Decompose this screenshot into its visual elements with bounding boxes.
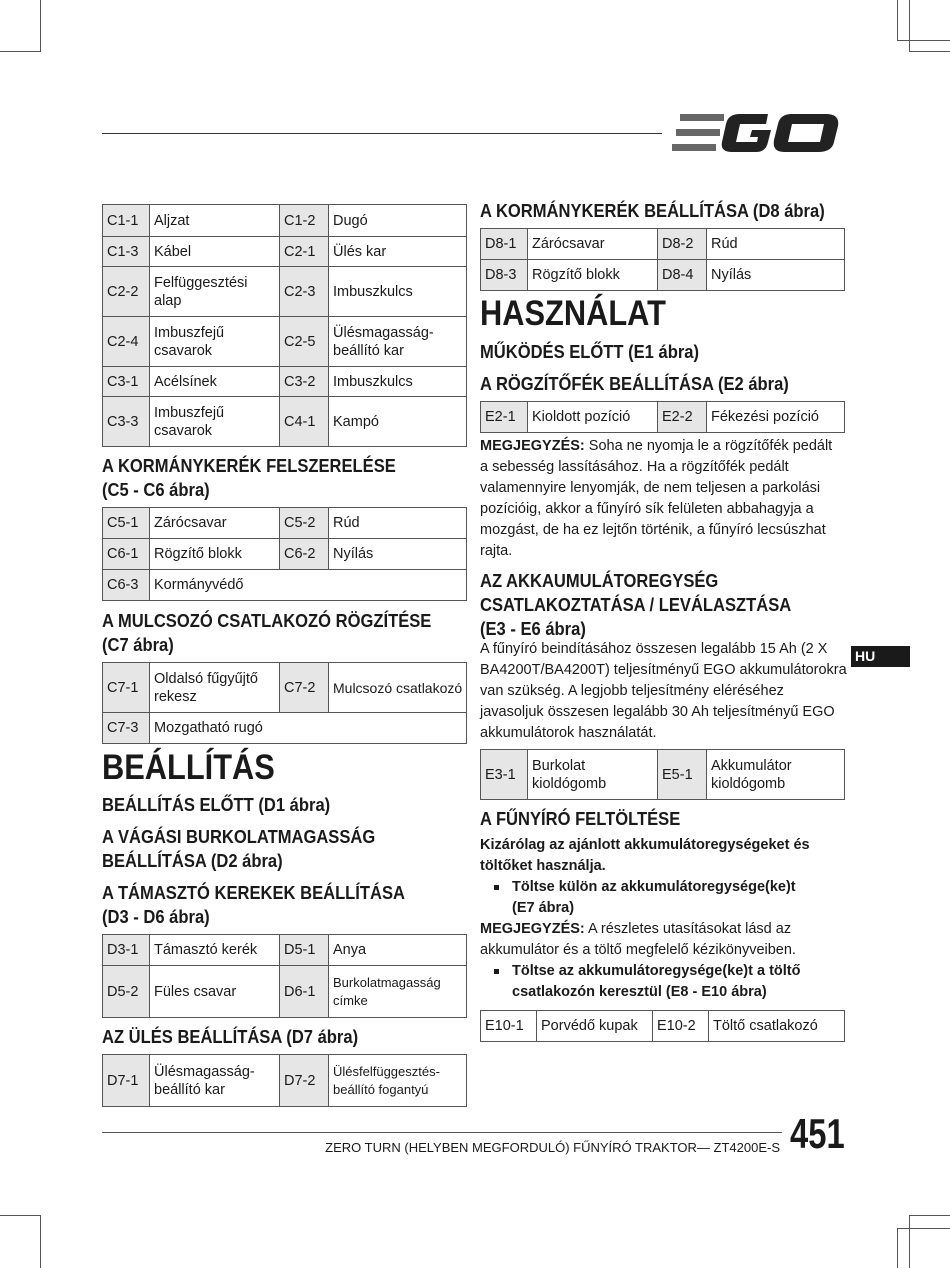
list-item: [480, 961, 850, 1003]
part-code: C6-3: [103, 570, 150, 601]
text-line: Töltse az akkumulátoregysége(ke)t a töltő: [512, 963, 801, 979]
part-name: Kábel: [150, 237, 280, 267]
section-heading: BEÁLLÍTÁSA (D2 ábra): [102, 851, 283, 871]
section-heading: (E3 - E6 ábra): [480, 619, 586, 639]
table-row: [103, 713, 467, 744]
part-name: Kampó: [329, 397, 467, 447]
parts-table-c5: [102, 507, 467, 601]
part-name: Imbuszfejű csavarok: [150, 317, 280, 367]
table-row: [103, 508, 467, 539]
part-code: E3-1: [481, 750, 528, 800]
note-label: MEGJEGYZÉS:: [480, 438, 585, 454]
note-line: akkumulátor és a töltő megfelelő kézikönyveiben.: [480, 942, 796, 958]
part-code: C2-3: [280, 267, 329, 317]
parts-table-e3: [480, 749, 845, 800]
text-line: akkumulátorok használatát.: [480, 725, 657, 741]
part-name: Imbuszkulcs: [329, 267, 467, 317]
parts-table-d3: [102, 934, 467, 1018]
section-heading: (C5 - C6 ábra): [102, 480, 210, 500]
part-name: Akkumulátor kioldógomb: [707, 750, 845, 800]
section-heading: (D3 - D6 ábra): [102, 907, 210, 927]
table-row: [103, 966, 467, 1018]
part-name: Fékezési pozíció: [707, 402, 845, 433]
part-code: C3-2: [280, 367, 329, 397]
part-name: Porvédő kupak: [537, 1011, 653, 1042]
part-code: C3-3: [103, 397, 150, 447]
part-code: C6-1: [103, 539, 150, 570]
text-line: töltőket használja.: [480, 858, 606, 874]
section-heading: A FŰNYÍRÓ FELTÖLTÉSE: [480, 809, 681, 829]
brake-note: [480, 436, 844, 562]
table-row: [481, 402, 845, 433]
table-row: [103, 663, 467, 713]
table-row: [103, 397, 467, 447]
table-row: [103, 205, 467, 237]
part-name: Burkolat kioldógomb: [528, 750, 658, 800]
part-code: C1-3: [103, 237, 150, 267]
part-code: D5-1: [280, 935, 329, 966]
note-line: rajta.: [480, 543, 513, 559]
part-code: C2-5: [280, 317, 329, 367]
part-code: D5-2: [103, 966, 150, 1018]
part-code: D8-2: [658, 229, 707, 260]
part-code: D8-1: [481, 229, 528, 260]
note-line: [480, 436, 844, 457]
charge-instructions: [480, 835, 850, 1003]
parts-table-e10: [480, 1010, 845, 1042]
part-code: C5-2: [280, 508, 329, 539]
part-code: E10-1: [481, 1011, 537, 1042]
table-row: [103, 267, 467, 317]
table-row: [481, 260, 845, 291]
part-code: C1-1: [103, 205, 150, 237]
part-name: Rögzítő blokk: [150, 539, 280, 570]
table-row: [103, 317, 467, 367]
text-line: csatlakozón keresztül (E8 - E10 ábra): [512, 984, 767, 1000]
part-code: E2-1: [481, 402, 528, 433]
part-name: Támasztó kerék: [150, 935, 280, 966]
part-name: Ülésmagasság-beállító kar: [150, 1055, 280, 1107]
page-number: 451: [790, 1110, 845, 1157]
battery-text: [480, 639, 850, 744]
chapter-title: HASZNÁLAT: [480, 294, 666, 333]
part-code: C4-1: [280, 397, 329, 447]
part-name: Rúd: [707, 229, 845, 260]
crop-mark: [909, 1215, 910, 1268]
part-code: E10-2: [653, 1011, 709, 1042]
language-tab: HU: [851, 646, 910, 667]
note-line: [480, 919, 850, 940]
part-name: Kormányvédő: [150, 570, 467, 601]
note-text: A részletes utasításokat lásd az: [584, 921, 792, 937]
list-item: [480, 877, 850, 919]
part-name: Nyílás: [329, 539, 467, 570]
part-code: C7-3: [103, 713, 150, 744]
section-heading: AZ ÜLÉS BEÁLLÍTÁSA (D7 ábra): [102, 1027, 359, 1047]
part-code: E5-1: [658, 750, 707, 800]
note-line: a sebesség lassításához. Ha a rögzítőfék pedált: [480, 459, 789, 475]
parts-table-e2: [480, 401, 845, 433]
part-name: Imbuszkulcs: [329, 367, 467, 397]
crop-mark: [0, 51, 40, 52]
part-code: D8-4: [658, 260, 707, 291]
section-heading: A VÁGÁSI BURKOLATMAGASSÁG: [102, 827, 376, 847]
crop-mark: [897, 40, 950, 41]
text-line: javasoljuk összesen legalább 30 Ah teljesítményű EGO: [480, 704, 835, 720]
part-code: C7-2: [280, 663, 329, 713]
crop-mark: [40, 0, 41, 52]
section-heading: A KORMÁNYKERÉK BEÁLLÍTÁSA (D8 ábra): [480, 201, 825, 221]
chapter-title: BEÁLLÍTÁS: [102, 748, 275, 787]
part-code: C1-2: [280, 205, 329, 237]
crop-mark: [897, 0, 898, 40]
part-name: Mozgatható rugó: [150, 713, 467, 744]
part-name: Burkolatmagasság címke: [329, 966, 467, 1018]
part-name: Oldalsó fűgyűjtő rekesz: [150, 663, 280, 713]
note-line: pozícióig, akkor a fűnyíró sík felületen abbahagyja a: [480, 501, 814, 517]
part-code: D8-3: [481, 260, 528, 291]
crop-mark: [909, 51, 950, 52]
part-code: C2-4: [103, 317, 150, 367]
parts-table-c1: [102, 204, 467, 447]
table-row: [103, 1055, 467, 1107]
part-code: D6-1: [280, 966, 329, 1018]
part-name: Rögzítő blokk: [528, 260, 658, 291]
text-line: Kizárólag az ajánlott akkumulátoregységeket és: [480, 837, 810, 853]
table-row: [103, 570, 467, 601]
section-heading: AZ AKKAUMULÁTOREGYSÉG: [480, 571, 719, 591]
note-text: Soha ne nyomja le a rögzítőfék pedált: [584, 438, 833, 454]
part-code: C6-2: [280, 539, 329, 570]
ego-logo: [672, 112, 844, 154]
text-line: van szükség. A legjobb teljesítmény eléréséhez: [480, 683, 784, 699]
part-name: Dugó: [329, 205, 467, 237]
part-code: D3-1: [103, 935, 150, 966]
section-heading: A TÁMASZTÓ KEREKEK BEÁLLÍTÁSA: [102, 883, 405, 903]
table-row: [481, 1011, 845, 1042]
footer-title: ZERO TURN (HELYBEN MEGFORDULÓ) FŰNYÍRÓ TRAKTOR— ZT4200E-S: [325, 1140, 780, 1155]
crop-mark: [40, 1215, 41, 1268]
table-row: [103, 935, 467, 966]
text-line: Töltse külön az akkumulátoregysége(ke)t: [512, 879, 796, 895]
section-heading: BEÁLLÍTÁS ELŐTT (D1 ábra): [102, 795, 331, 815]
crop-mark: [897, 1228, 950, 1229]
footer-rule: [102, 1132, 782, 1133]
table-row: [103, 367, 467, 397]
part-name: Ülésmagasság-beállító kar: [329, 317, 467, 367]
part-code: D7-2: [280, 1055, 329, 1107]
text-line: BA4200T/BA4200T) teljesítményű EGO akkumulátorokra: [480, 662, 847, 678]
parts-table-d8: [480, 228, 845, 291]
header-rule: [102, 133, 662, 134]
note-line: mozgást, de ha ez lejtőn történik, a fűnyíró lecsúszhat: [480, 522, 826, 538]
section-heading: (C7 ábra): [102, 635, 174, 655]
section-heading: CSATLAKOZTATÁSA / LEVÁLASZTÁSA: [480, 595, 792, 615]
parts-table-c7: [102, 662, 467, 744]
part-name: Nyílás: [707, 260, 845, 291]
part-name: Füles csavar: [150, 966, 280, 1018]
part-code: C2-1: [280, 237, 329, 267]
part-code: C5-1: [103, 508, 150, 539]
part-name: Ülés kar: [329, 237, 467, 267]
part-code: C7-1: [103, 663, 150, 713]
part-name: Töltő csatlakozó: [709, 1011, 845, 1042]
table-row: [481, 750, 845, 800]
part-name: Felfüggesztési alap: [150, 267, 280, 317]
note-line: valamennyire lenyomják, de nem teljesen a parkolási: [480, 480, 821, 496]
part-name: Rúd: [329, 508, 467, 539]
part-name: Zárócsavar: [528, 229, 658, 260]
table-row: [103, 539, 467, 570]
part-code: D7-1: [103, 1055, 150, 1107]
part-name: Aljzat: [150, 205, 280, 237]
part-name: Ülésfelfüggesztés-beállító fogantyú: [329, 1055, 467, 1107]
crop-mark: [0, 1215, 40, 1216]
crop-mark: [909, 1215, 950, 1216]
section-heading: A RÖGZÍTŐFÉK BEÁLLÍTÁSA (E2 ábra): [480, 374, 789, 394]
part-name: Anya: [329, 935, 467, 966]
part-code: C3-1: [103, 367, 150, 397]
table-row: [481, 229, 845, 260]
text-line: (E7 ábra): [512, 900, 575, 916]
crop-mark: [909, 0, 910, 52]
part-code: E2-2: [658, 402, 707, 433]
table-row: [103, 237, 467, 267]
note-label: MEGJEGYZÉS:: [480, 921, 585, 937]
part-name: Imbuszfejű csavarok: [150, 397, 280, 447]
part-name: Mulcsozó csatlakozó: [329, 663, 467, 713]
text-line: A fűnyíró beindításához összesen legalább 15 Ah (2 X: [480, 641, 828, 657]
section-heading: A KORMÁNYKERÉK FELSZERELÉSE: [102, 456, 396, 476]
part-name: Zárócsavar: [150, 508, 280, 539]
part-name: Acélsínek: [150, 367, 280, 397]
part-code: C2-2: [103, 267, 150, 317]
section-heading: A MULCSOZÓ CSATLAKOZÓ RÖGZÍTÉSE: [102, 611, 432, 631]
crop-mark: [897, 1228, 898, 1268]
part-name: Kioldott pozíció: [528, 402, 658, 433]
section-heading: MŰKÖDÉS ELŐTT (E1 ábra): [480, 342, 699, 362]
parts-table-d7: [102, 1054, 467, 1107]
